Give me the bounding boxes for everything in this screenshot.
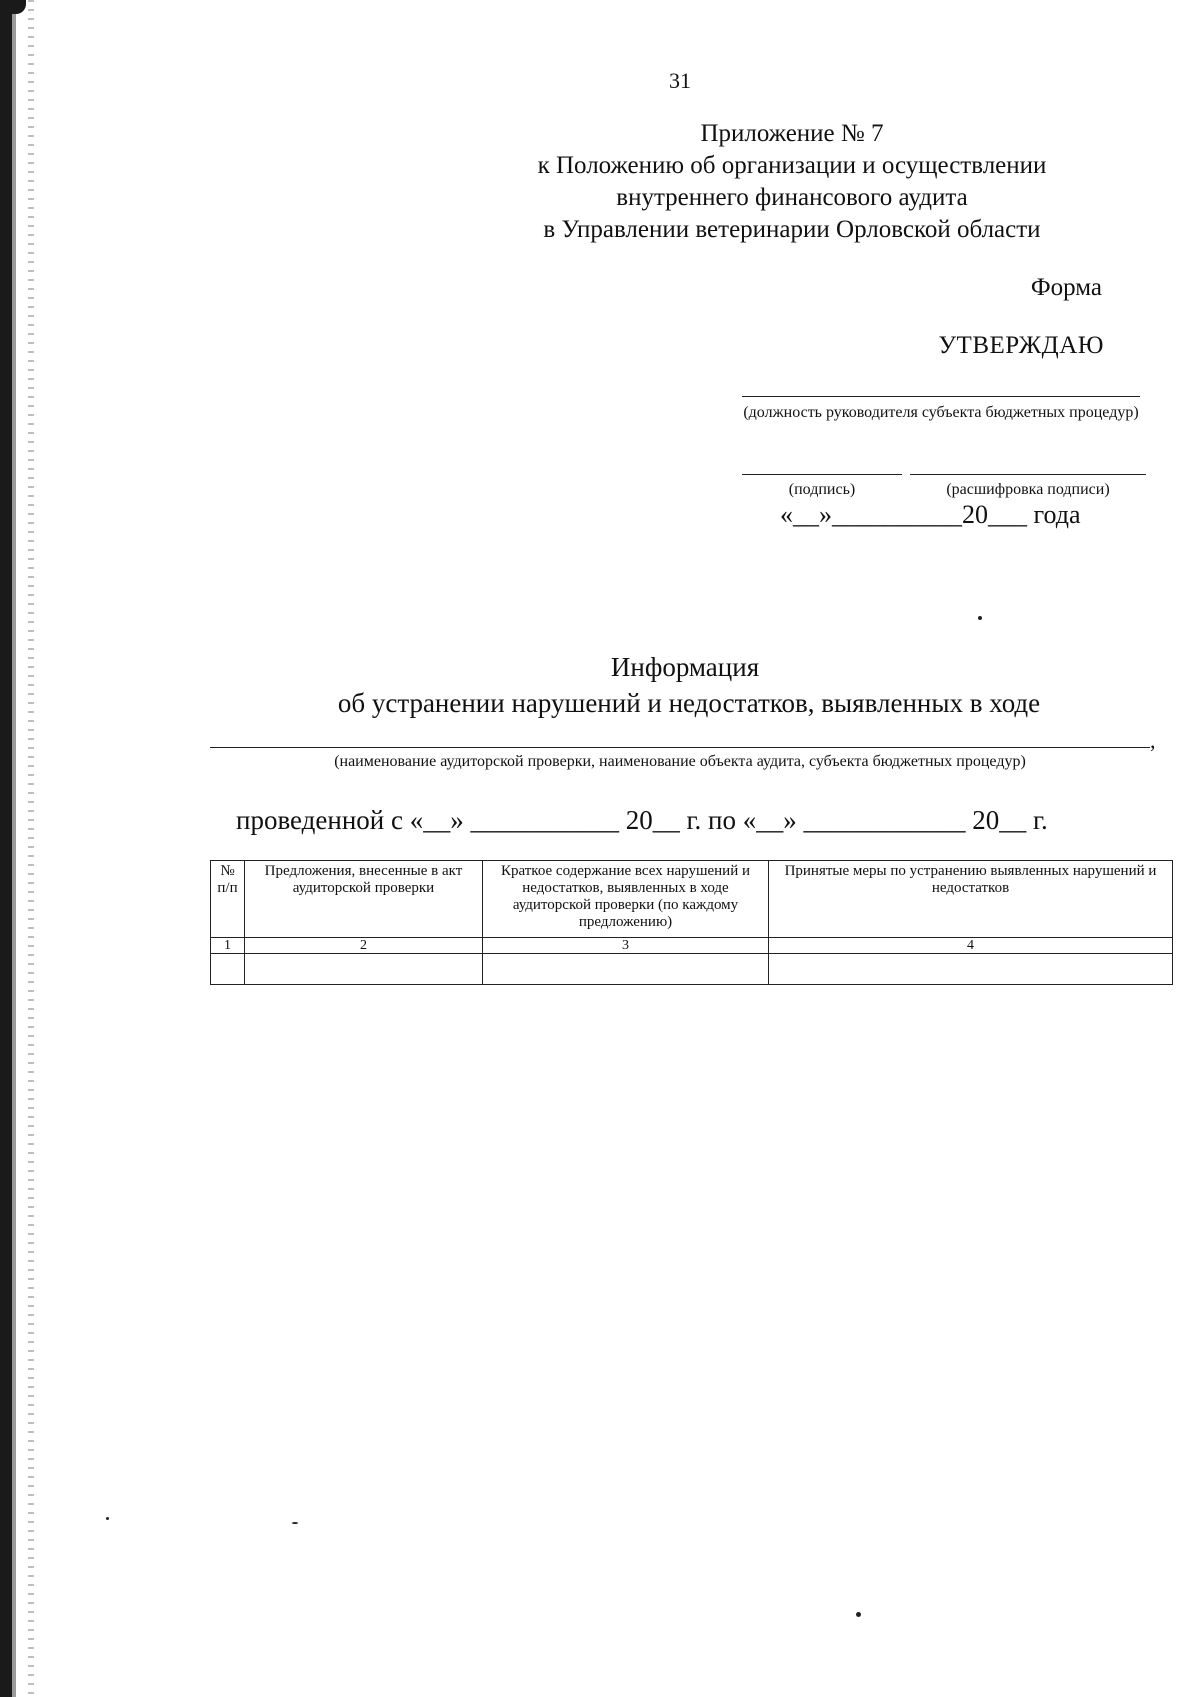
- column-number: 4: [769, 938, 1173, 954]
- audit-line-comma: ,: [1150, 728, 1156, 753]
- appendix-line-2: к Положению об организации и осуществлении: [537, 152, 1047, 179]
- signature-line: [742, 474, 902, 475]
- signature-caption: (подпись): [788, 481, 856, 498]
- document-subtitle: об устранении нарушений и недостатков, выявленных в ходе: [337, 688, 1041, 718]
- scan-speck: [856, 1612, 861, 1617]
- scan-speck: [106, 1517, 109, 1520]
- document-title: Информация: [610, 652, 760, 682]
- page-number: 31: [669, 68, 691, 93]
- approval-date-line: «__»__________20___ года: [780, 500, 1081, 529]
- position-line: [742, 396, 1140, 397]
- scan-left-edge: [0, 0, 12, 1697]
- appendix-line-4: в Управлении ветеринарии Орловской области: [543, 216, 1041, 243]
- scan-noise: [28, 0, 34, 1697]
- appendix-block: [482, 118, 1102, 246]
- table-cell: [769, 954, 1173, 985]
- appendix-line-1: Приложение № 7: [700, 120, 884, 147]
- table-column-numbers-row: [211, 938, 1173, 954]
- column-number: 2: [245, 938, 483, 954]
- table-cell: [245, 954, 483, 985]
- table-cell: [483, 954, 769, 985]
- measures-table: [210, 860, 1173, 985]
- table-header-row: [211, 861, 1173, 938]
- decoding-line: [910, 474, 1146, 475]
- position-caption: (должность руководителя субъекта бюджетных процедур): [743, 404, 1139, 421]
- audit-name-caption: (наименование аудиторской проверки, наименование объекта аудита, субъекта бюджетных процедур): [334, 753, 1026, 770]
- audit-period-line: проведенной с «__» ___________ 20__ г. по «__» ____________ 20__ г.: [236, 805, 1048, 835]
- header-proposals: Предложения, внесенные в акт аудиторской проверки: [245, 861, 483, 938]
- column-number: 1: [211, 938, 245, 954]
- column-number: 3: [483, 938, 769, 954]
- approve-heading: УТВЕРЖДАЮ: [938, 332, 1104, 359]
- header-violations: Краткое содержание всех нарушений и недостатков, выявленных в ходе аудиторской проверки (по каждому предложению): [483, 861, 769, 938]
- decoding-caption: (расшифровка подписи): [946, 481, 1110, 498]
- table-cell: [211, 954, 245, 985]
- table-row: [211, 954, 1173, 985]
- header-number: № п/п: [211, 861, 245, 938]
- scan-speck: [292, 1522, 298, 1524]
- scan-speck: [978, 616, 982, 620]
- scan-left-edge-shadow: [12, 0, 16, 1697]
- audit-name-line: [210, 747, 1150, 748]
- scan-corner: [0, 0, 26, 14]
- appendix-line-3: внутреннего финансового аудита: [616, 184, 968, 211]
- header-measures: Принятые меры по устранению выявленных нарушений и недостатков: [769, 861, 1173, 938]
- form-label: Форма: [1030, 274, 1102, 301]
